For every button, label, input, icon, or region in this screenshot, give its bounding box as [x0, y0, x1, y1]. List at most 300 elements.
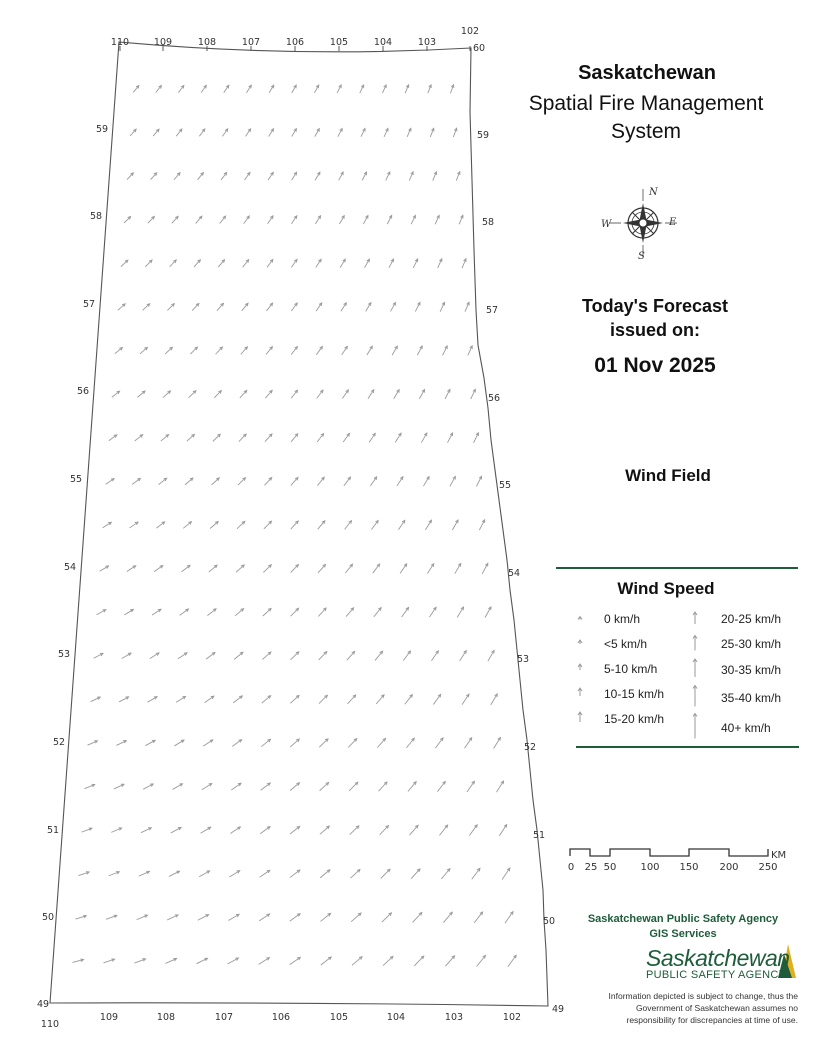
wind-arrow [316, 259, 321, 267]
wind-arrow [236, 565, 244, 572]
wind-arrow [72, 959, 83, 963]
bottom-longitude-label: 104 [386, 1012, 406, 1023]
wind-arrow [150, 653, 159, 659]
wind-arrow [119, 697, 129, 702]
wind-arrow [259, 958, 270, 965]
wind-arrow [465, 302, 469, 311]
wind-arrow [427, 564, 433, 574]
wind-arrow [340, 259, 345, 267]
wind-arrow [314, 85, 318, 93]
wind-arrow [85, 784, 95, 788]
wind-arrow [291, 608, 299, 616]
wind-arrow [376, 695, 384, 704]
legend-arrow-icon [578, 664, 582, 670]
wind-arrow [291, 259, 297, 267]
wind-arrow [318, 608, 326, 616]
wind-arrow [229, 871, 239, 877]
wind-arrow [97, 610, 106, 615]
wind-arrow [233, 696, 242, 703]
wind-arrow [440, 302, 444, 311]
wind-arrow [445, 389, 450, 399]
wind-arrow [216, 347, 223, 354]
top-longitude-label: 110 [110, 37, 130, 48]
right-latitude-label: 59 [477, 130, 490, 141]
wind-arrow [290, 652, 298, 660]
wind-arrow [474, 912, 482, 923]
wind-arrow [450, 476, 455, 486]
wind-arrow [141, 828, 151, 833]
left-latitude-label: 59 [95, 124, 109, 135]
wind-arrow [352, 957, 362, 966]
wind-arrow [368, 390, 374, 399]
wind-arrow [290, 783, 299, 791]
legend-label: 5-10 km/h [604, 662, 658, 676]
wind-arrow [231, 783, 241, 790]
wind-arrow [291, 521, 298, 529]
right-latitude-label: 55 [499, 480, 512, 491]
wind-arrow [415, 302, 420, 311]
top-longitude-label: 107 [241, 37, 261, 48]
wind-arrow [100, 566, 109, 571]
wind-arrow [499, 825, 506, 836]
wind-arrow [112, 391, 120, 397]
wind-arrow [263, 608, 271, 616]
scale-tick-label: 25 [584, 862, 598, 873]
wind-arrow [266, 347, 272, 355]
wind-arrow [381, 869, 390, 878]
wind-arrow [402, 607, 409, 617]
wind-arrow [265, 390, 272, 398]
wind-arrow [290, 870, 300, 878]
legend-label: 35-40 km/h [721, 691, 782, 705]
wind-arrow [152, 609, 161, 615]
wind-arrow [423, 477, 429, 487]
wind-arrow [118, 304, 125, 310]
wind-arrow [348, 739, 356, 748]
wind-arrow [406, 738, 414, 748]
wind-arrow [349, 782, 358, 791]
wind-arrow [443, 346, 448, 355]
wind-arrow [127, 173, 133, 180]
wind-arrow [206, 652, 215, 659]
wind-arrow [409, 172, 413, 181]
wind-arrow [232, 740, 241, 747]
wind-arrow [167, 915, 178, 920]
wind-arrow [167, 304, 174, 311]
wind-arrow [362, 172, 366, 180]
wind-arrow [171, 827, 181, 832]
legend-arrow-icon [578, 640, 582, 644]
wind-arrow [290, 695, 299, 703]
wind-arrow [292, 129, 297, 137]
wind-arrow [476, 476, 481, 486]
legend-label: 30-35 km/h [721, 663, 782, 677]
wind-arrow [265, 434, 272, 442]
left-latitude-label: 51 [46, 825, 60, 836]
map-subtitle: Spatial Fire Management System [528, 92, 764, 143]
wind-arrow [462, 259, 466, 268]
wind-arrow [143, 784, 153, 789]
wind-arrow [455, 564, 461, 574]
wind-arrow [245, 129, 250, 137]
wind-arrow [137, 915, 148, 920]
wind-arrow [474, 433, 479, 443]
wind-arrow [263, 565, 271, 573]
wind-arrow [339, 216, 344, 224]
wind-arrow [366, 303, 371, 312]
wind-arrow [261, 783, 271, 790]
wind-arrow [291, 434, 298, 442]
wind-arrow [234, 652, 243, 659]
logo-subtitle: PUBLIC SAFETY AGENCY [646, 969, 787, 981]
wind-arrow [417, 346, 422, 355]
wind-arrow [268, 172, 273, 180]
wind-arrow [163, 391, 170, 398]
right-latitude-label: 50 [543, 916, 556, 927]
wind-arrow [81, 828, 91, 832]
wind-arrow [260, 870, 270, 877]
right-latitude-label: 56 [488, 393, 501, 404]
wind-arrow [240, 390, 247, 398]
right-latitude-label: 52 [524, 742, 537, 753]
wind-arrow [291, 477, 298, 485]
wind-arrow [220, 216, 226, 223]
scale-tick-label: 100 [640, 862, 660, 873]
wind-arrow [369, 433, 375, 442]
wind-arrow [139, 871, 150, 876]
wind-arrow [291, 216, 296, 224]
legend-arrow-icon [693, 636, 697, 651]
top-longitude-label: 106 [285, 37, 305, 48]
wind-arrow [491, 694, 498, 705]
wind-arrow [91, 697, 101, 702]
wind-arrow [370, 477, 376, 486]
left-latitude-label: 58 [89, 211, 103, 222]
wind-arrow [124, 609, 133, 615]
legend-top-rule [556, 567, 798, 569]
wind-arrow [196, 216, 202, 223]
wind-arrow [411, 869, 420, 879]
left-latitude-label: 56 [76, 386, 90, 397]
wind-arrow [169, 871, 180, 876]
wind-arrow [238, 478, 246, 485]
wind-arrow [441, 869, 450, 879]
wind-arrow [78, 872, 89, 876]
wind-arrow [443, 912, 452, 922]
wind-arrow [433, 694, 440, 704]
wind-arrow [130, 522, 139, 528]
wind-arrow [363, 216, 368, 224]
wind-arrow [315, 216, 320, 224]
forecast-heading: Today's Forecast [582, 296, 728, 316]
left-latitude-label: 53 [57, 649, 71, 660]
wind-arrow [496, 781, 503, 792]
wind-arrow [472, 868, 480, 879]
wind-arrow [262, 652, 271, 660]
wind-arrow [342, 346, 348, 355]
wind-arrow [319, 652, 327, 660]
wind-arrow [201, 85, 206, 92]
legend-arrow-icon [693, 612, 697, 624]
wind-arrow [222, 129, 227, 136]
legend-label: <5 km/h [604, 637, 648, 651]
wind-arrow [413, 259, 417, 268]
wind-arrow [459, 215, 463, 224]
wind-arrow [429, 607, 436, 617]
wind-arrow [291, 303, 297, 311]
wind-arrow [430, 128, 434, 137]
wind-arrow [395, 433, 401, 442]
bottom-longitude-label: 103 [444, 1012, 464, 1023]
scale-tick-label: 0 [567, 862, 575, 873]
wind-arrow [187, 434, 195, 441]
wind-arrow [468, 346, 472, 356]
top-longitude-label: 102 [460, 26, 480, 37]
wind-arrow [337, 85, 341, 93]
compass-rose-icon [601, 187, 677, 262]
legend-arrow-icon [693, 714, 697, 739]
wind-arrow [373, 564, 380, 573]
wind-arrow [394, 390, 399, 399]
wind-arrow [438, 259, 442, 268]
wind-arrow [260, 827, 270, 834]
province-boundary [50, 42, 548, 1006]
wind-arrow [133, 86, 139, 93]
wind-arrow [292, 85, 296, 93]
logo-wordmark: Saskatchewan [646, 945, 790, 971]
wind-arrow [176, 696, 185, 702]
wind-arrow [477, 955, 486, 966]
wind-arrow [320, 870, 330, 878]
wind-arrow [469, 825, 477, 836]
wind-arrow [405, 85, 409, 93]
wind-arrow [391, 303, 396, 312]
wind-arrow [382, 913, 392, 922]
wind-arrow [384, 128, 388, 136]
wind-arrow [428, 85, 431, 93]
department-name: GIS Services [649, 928, 717, 940]
wind-arrow [345, 564, 352, 573]
wind-arrow [378, 782, 387, 791]
wind-arrow [156, 522, 164, 528]
wind-arrow [261, 739, 270, 746]
wind-arrow [421, 433, 426, 442]
wind-arrow [460, 651, 467, 661]
wind-arrow [207, 609, 216, 616]
wind-arrow [267, 303, 273, 311]
wind-arrow [290, 826, 300, 834]
wind-arrow [405, 695, 413, 705]
wind-arrow [380, 826, 389, 835]
right-latitude-label: 53 [517, 654, 530, 665]
wind-arrow [196, 958, 207, 963]
legend-arrow-icon [578, 617, 582, 620]
wind-arrow [351, 913, 361, 922]
scale-bar [568, 849, 786, 873]
wind-arrow [447, 433, 452, 443]
scale-tick-label: 150 [679, 862, 699, 873]
left-latitude-label: 54 [63, 562, 77, 573]
wind-arrow [392, 346, 397, 355]
right-latitude-label: 60 [473, 43, 486, 54]
wind-arrow [159, 478, 167, 484]
legend-label: 25-30 km/h [721, 637, 782, 651]
graticule-labels [37, 26, 564, 1030]
top-longitude-label: 104 [373, 37, 393, 48]
wind-arrow [165, 958, 176, 963]
wind-arrow [111, 828, 121, 833]
wind-arrow [341, 303, 346, 311]
wind-arrow [292, 172, 297, 180]
wind-arrow [198, 173, 204, 180]
wind-arrow [135, 435, 143, 441]
wind-arrow [154, 566, 163, 572]
wind-arrow [350, 869, 359, 878]
wind-arrow [224, 85, 229, 92]
wind-arrow [291, 390, 297, 398]
wind-arrow [161, 435, 169, 442]
wind-arrow [318, 521, 325, 529]
wind-arrow [185, 478, 193, 485]
wind-arrow [228, 958, 239, 964]
wind-arrow [199, 871, 209, 877]
wind-arrow [143, 304, 150, 311]
wind-arrow [189, 391, 196, 398]
wind-arrow [235, 609, 243, 616]
wind-arrow [218, 260, 224, 267]
bottom-longitude-label: 105 [329, 1012, 349, 1023]
left-latitude-label: 49 [36, 999, 50, 1010]
wind-arrow [122, 653, 131, 658]
wind-arrow [319, 695, 327, 703]
wind-arrow [435, 738, 443, 748]
wind-arrow [173, 784, 183, 790]
wind-arrow [410, 825, 419, 835]
wind-arrow [124, 216, 131, 223]
wind-arrow [342, 390, 348, 399]
wind-arrow [132, 478, 140, 484]
wind-arrow [244, 216, 250, 224]
right-latitude-label: 58 [482, 217, 495, 228]
wind-arrow [317, 477, 324, 485]
wind-arrow [318, 564, 325, 572]
wind-arrow [203, 740, 213, 746]
wind-arrow [269, 85, 274, 93]
wind-arrow [230, 827, 240, 834]
wind-arrow [211, 478, 219, 485]
wind-arrow [321, 957, 331, 965]
wind-arrow [361, 128, 365, 136]
wind-arrow [398, 520, 404, 529]
wind-arrow [375, 651, 383, 660]
wind-arrow [205, 696, 214, 703]
scale-tick-label: 200 [719, 862, 739, 873]
wind-arrow [290, 739, 299, 747]
left-latitude-label: 50 [41, 912, 55, 923]
wind-arrow [374, 608, 381, 617]
wind-arrow [347, 651, 355, 660]
wind-arrow [479, 520, 484, 530]
compass-s-label: S [638, 251, 645, 262]
wind-arrow [145, 740, 155, 745]
wind-arrow [214, 391, 221, 398]
wind-arrow [467, 781, 475, 792]
legend-arrow-icon [578, 688, 582, 696]
wind-arrow [148, 697, 158, 703]
agency-name: Saskatchewan Public Safety Agency [587, 913, 779, 925]
bottom-longitude-label: 102 [502, 1012, 522, 1023]
wind-arrow [140, 347, 147, 353]
wind-arrow [365, 259, 370, 268]
legend-label: 10-15 km/h [604, 687, 665, 701]
wind-arrow [259, 914, 269, 921]
wind-arrow [431, 651, 438, 661]
wind-arrow [411, 215, 415, 224]
wind-arrow [482, 563, 488, 573]
wind-arrow [339, 172, 344, 180]
wind-arrow [290, 914, 300, 921]
top-longitude-label: 109 [153, 37, 173, 48]
wind-arrow [400, 564, 407, 573]
wind-arrow [453, 128, 457, 137]
wind-arrow [291, 347, 297, 355]
bottom-longitude-label: 106 [271, 1012, 291, 1023]
wind-arrow [239, 434, 246, 441]
wind-arrow [367, 346, 372, 355]
wind-arrow [268, 216, 274, 224]
top-longitude-label: 108 [197, 37, 217, 48]
wind-arrow [445, 956, 454, 966]
wind-arrow [180, 609, 189, 615]
wind-arrow [202, 784, 212, 790]
wind-arrow [246, 85, 251, 93]
right-latitude-label: 51 [533, 830, 546, 841]
bottom-longitude-label: 109 [99, 1012, 119, 1023]
bottom-longitude-label: 107 [214, 1012, 234, 1023]
wind-arrow [194, 260, 200, 267]
wind-arrow [174, 173, 180, 180]
wind-arrow [241, 347, 248, 355]
top-longitude-label: 105 [329, 37, 349, 48]
wind-arrow [345, 521, 352, 530]
wind-arrow [130, 129, 136, 136]
wind-arrow [192, 303, 199, 310]
wind-arrow [94, 653, 103, 658]
layer-name: Wind Field [625, 466, 711, 485]
wind-arrow [269, 129, 274, 137]
wind-arrow [178, 85, 183, 92]
wind-arrow [452, 520, 458, 530]
legend-label: 40+ km/h [721, 721, 771, 735]
wind-arrow [151, 173, 157, 180]
wind-arrow [433, 172, 437, 181]
top-longitude-label: 103 [417, 37, 437, 48]
compass-e-label: E [669, 217, 677, 228]
wind-arrow [343, 433, 349, 442]
legend-title: Wind Speed [617, 579, 715, 598]
bottom-longitude-label: 108 [156, 1012, 176, 1023]
wind-arrow [109, 435, 117, 441]
wind-arrow [316, 346, 322, 354]
wind-arrow [502, 868, 510, 879]
scale-tick-label: 250 [758, 862, 778, 873]
wind-arrow [264, 478, 271, 486]
map-title: Saskatchewan [578, 62, 716, 84]
wind-arrow [190, 347, 197, 354]
wind-arrow [137, 391, 145, 397]
wind-arrow [116, 741, 126, 746]
wind-arrow [172, 216, 178, 223]
